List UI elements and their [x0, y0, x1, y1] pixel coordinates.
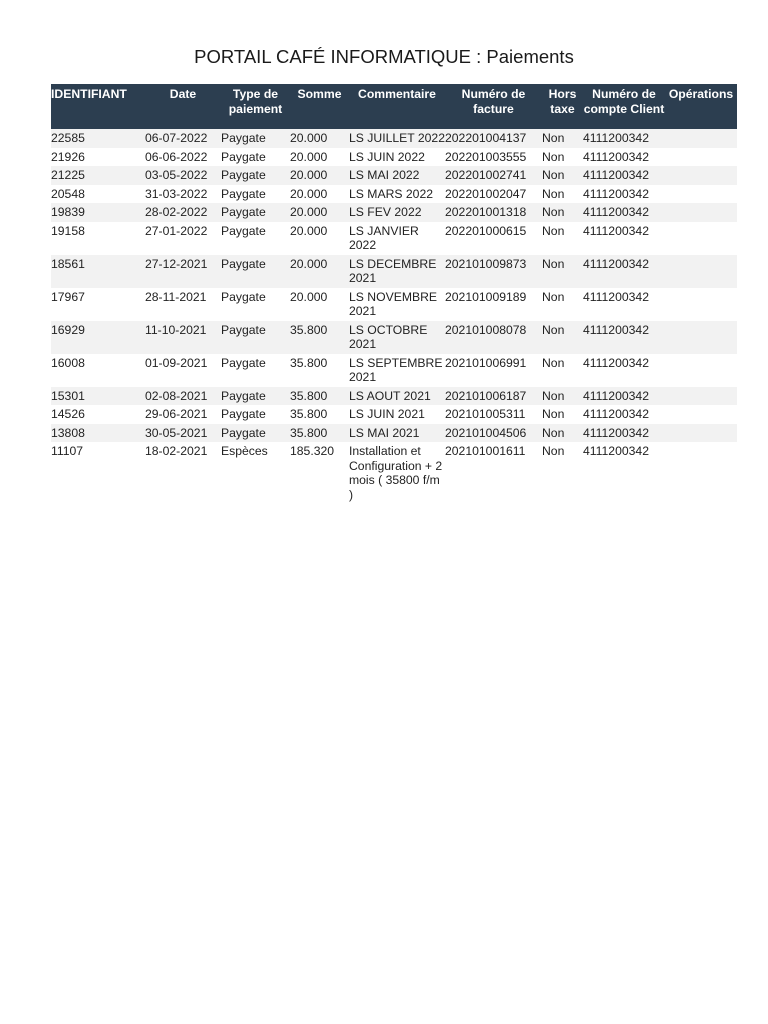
cell-date: 29-06-2021 — [145, 405, 221, 424]
cell-numero-facture: 202101004506 — [445, 424, 542, 443]
cell-commentaire: LS SEPTEMBRE 2021 — [349, 354, 445, 387]
cell-identifiant: 21926 — [51, 148, 145, 167]
header-numero-compte[interactable]: Numéro de compte Client — [583, 84, 665, 129]
table-row — [51, 387, 737, 406]
cell-hors-taxe: Non — [542, 424, 583, 443]
cell-operations — [665, 148, 737, 167]
cell-date: 02-08-2021 — [145, 387, 221, 406]
cell-operations — [665, 166, 737, 185]
cell-numero-facture: 202101009189 — [445, 288, 542, 321]
cell-date: 03-05-2022 — [145, 166, 221, 185]
cell-numero-compte: 4111200342 — [583, 203, 665, 222]
cell-operations — [665, 354, 737, 387]
cell-operations — [665, 288, 737, 321]
cell-type: Paygate — [221, 148, 290, 167]
cell-hors-taxe: Non — [542, 255, 583, 288]
cell-numero-compte: 4111200342 — [583, 129, 665, 148]
cell-somme: 35.800 — [290, 387, 349, 406]
header-type[interactable]: Type de paiement — [221, 84, 290, 129]
table-row — [51, 354, 737, 387]
cell-numero-facture: 202201003555 — [445, 148, 542, 167]
cell-date: 31-03-2022 — [145, 185, 221, 204]
cell-operations — [665, 387, 737, 406]
cell-commentaire: LS FEV 2022 — [349, 203, 445, 222]
cell-date: 06-07-2022 — [145, 129, 221, 148]
table-row — [51, 288, 737, 321]
cell-hors-taxe: Non — [542, 321, 583, 354]
table-row — [51, 129, 737, 148]
header-commentaire[interactable]: Commentaire — [349, 84, 445, 129]
cell-commentaire: LS JUILLET 2022 — [349, 129, 445, 148]
cell-commentaire: LS OCTOBRE 2021 — [349, 321, 445, 354]
cell-numero-compte: 4111200342 — [583, 354, 665, 387]
cell-type: Paygate — [221, 185, 290, 204]
cell-numero-compte: 4111200342 — [583, 442, 665, 504]
header-date[interactable]: Date — [145, 84, 221, 129]
cell-somme: 20.000 — [290, 288, 349, 321]
cell-somme: 20.000 — [290, 255, 349, 288]
cell-hors-taxe: Non — [542, 288, 583, 321]
cell-hors-taxe: Non — [542, 442, 583, 504]
cell-hors-taxe: Non — [542, 354, 583, 387]
header-hors-taxe[interactable]: Hors taxe — [542, 84, 583, 129]
cell-numero-facture: 202101009873 — [445, 255, 542, 288]
cell-hors-taxe: Non — [542, 387, 583, 406]
cell-hors-taxe: Non — [542, 148, 583, 167]
cell-identifiant: 19158 — [51, 222, 145, 255]
cell-identifiant: 15301 — [51, 387, 145, 406]
cell-numero-compte: 4111200342 — [583, 166, 665, 185]
cell-identifiant: 14526 — [51, 405, 145, 424]
cell-numero-compte: 4111200342 — [583, 222, 665, 255]
cell-operations — [665, 424, 737, 443]
cell-date: 27-12-2021 — [145, 255, 221, 288]
cell-date: 18-02-2021 — [145, 442, 221, 504]
cell-numero-facture: 202201000615 — [445, 222, 542, 255]
cell-date: 01-09-2021 — [145, 354, 221, 387]
header-identifiant[interactable]: IDENTIFIANT — [51, 84, 145, 129]
cell-commentaire: LS MARS 2022 — [349, 185, 445, 204]
table-row — [51, 148, 737, 167]
cell-commentaire: LS JUIN 2022 — [349, 148, 445, 167]
table-row — [51, 166, 737, 185]
cell-numero-facture: 202201002741 — [445, 166, 542, 185]
cell-numero-compte: 4111200342 — [583, 185, 665, 204]
cell-date: 28-11-2021 — [145, 288, 221, 321]
cell-type: Paygate — [221, 288, 290, 321]
header-somme[interactable]: Somme — [290, 84, 349, 129]
cell-commentaire: LS DECEMBRE 2021 — [349, 255, 445, 288]
cell-hors-taxe: Non — [542, 129, 583, 148]
payments-table — [51, 84, 737, 504]
cell-operations — [665, 129, 737, 148]
cell-identifiant: 21225 — [51, 166, 145, 185]
cell-numero-facture: 202201002047 — [445, 185, 542, 204]
cell-type: Paygate — [221, 255, 290, 288]
cell-operations — [665, 442, 737, 504]
cell-numero-facture: 202101001611 — [445, 442, 542, 504]
cell-somme: 35.800 — [290, 321, 349, 354]
cell-hors-taxe: Non — [542, 222, 583, 255]
cell-date: 06-06-2022 — [145, 148, 221, 167]
cell-somme: 35.800 — [290, 405, 349, 424]
cell-date: 30-05-2021 — [145, 424, 221, 443]
cell-numero-facture: 202201004137 — [445, 129, 542, 148]
cell-type: Paygate — [221, 222, 290, 255]
cell-identifiant: 22585 — [51, 129, 145, 148]
cell-type: Paygate — [221, 354, 290, 387]
cell-identifiant: 18561 — [51, 255, 145, 288]
cell-somme: 35.800 — [290, 424, 349, 443]
cell-somme: 185.320 — [290, 442, 349, 504]
cell-somme: 20.000 — [290, 185, 349, 204]
cell-type: Paygate — [221, 424, 290, 443]
table-row — [51, 222, 737, 255]
cell-somme: 20.000 — [290, 203, 349, 222]
cell-operations — [665, 321, 737, 354]
cell-hors-taxe: Non — [542, 405, 583, 424]
cell-commentaire: LS NOVEMBRE 2021 — [349, 288, 445, 321]
cell-operations — [665, 203, 737, 222]
cell-operations — [665, 255, 737, 288]
table-header — [51, 84, 737, 129]
cell-type: Paygate — [221, 203, 290, 222]
cell-numero-compte: 4111200342 — [583, 321, 665, 354]
cell-numero-facture: 202101006991 — [445, 354, 542, 387]
cell-hors-taxe: Non — [542, 166, 583, 185]
cell-identifiant: 16008 — [51, 354, 145, 387]
cell-type: Paygate — [221, 129, 290, 148]
cell-somme: 20.000 — [290, 129, 349, 148]
cell-operations — [665, 405, 737, 424]
cell-date: 27-01-2022 — [145, 222, 221, 255]
cell-type: Paygate — [221, 321, 290, 354]
table-row — [51, 424, 737, 443]
cell-numero-compte: 4111200342 — [583, 148, 665, 167]
cell-numero-compte: 4111200342 — [583, 387, 665, 406]
cell-numero-facture: 202101008078 — [445, 321, 542, 354]
cell-type: Paygate — [221, 166, 290, 185]
cell-commentaire: LS JANVIER 2022 — [349, 222, 445, 255]
table-body — [51, 129, 737, 504]
cell-identifiant: 11107 — [51, 442, 145, 504]
cell-numero-compte: 4111200342 — [583, 255, 665, 288]
table-row — [51, 442, 737, 504]
table-row — [51, 321, 737, 354]
cell-type: Paygate — [221, 387, 290, 406]
cell-commentaire: LS AOUT 2021 — [349, 387, 445, 406]
cell-numero-facture: 202101005311 — [445, 405, 542, 424]
cell-hors-taxe: Non — [542, 203, 583, 222]
cell-identifiant: 16929 — [51, 321, 145, 354]
table-row — [51, 203, 737, 222]
table-row — [51, 255, 737, 288]
cell-commentaire: LS MAI 2022 — [349, 166, 445, 185]
header-numero-facture[interactable]: Numéro de facture — [445, 84, 542, 129]
cell-somme: 35.800 — [290, 354, 349, 387]
cell-identifiant: 20548 — [51, 185, 145, 204]
cell-identifiant: 19839 — [51, 203, 145, 222]
table-row — [51, 185, 737, 204]
cell-identifiant: 13808 — [51, 424, 145, 443]
cell-date: 11-10-2021 — [145, 321, 221, 354]
cell-somme: 20.000 — [290, 166, 349, 185]
cell-date: 28-02-2022 — [145, 203, 221, 222]
cell-numero-compte: 4111200342 — [583, 424, 665, 443]
cell-operations — [665, 185, 737, 204]
cell-type: Espèces — [221, 442, 290, 504]
cell-somme: 20.000 — [290, 222, 349, 255]
header-row — [51, 84, 737, 129]
cell-commentaire: LS JUIN 2021 — [349, 405, 445, 424]
cell-numero-facture: 202101006187 — [445, 387, 542, 406]
cell-identifiant: 17967 — [51, 288, 145, 321]
cell-numero-facture: 202201001318 — [445, 203, 542, 222]
cell-commentaire: LS MAI 2021 — [349, 424, 445, 443]
cell-somme: 20.000 — [290, 148, 349, 167]
cell-numero-compte: 4111200342 — [583, 288, 665, 321]
cell-numero-compte: 4111200342 — [583, 405, 665, 424]
cell-type: Paygate — [221, 405, 290, 424]
page-title: PORTAIL CAFÉ INFORMATIQUE : Paiements — [194, 46, 574, 67]
cell-operations — [665, 222, 737, 255]
header-operations[interactable]: Opérations — [665, 84, 737, 129]
cell-commentaire: Installation et Configuration + 2 mois ( 35800 f/m ) — [349, 442, 445, 504]
table-row — [51, 405, 737, 424]
cell-hors-taxe: Non — [542, 185, 583, 204]
